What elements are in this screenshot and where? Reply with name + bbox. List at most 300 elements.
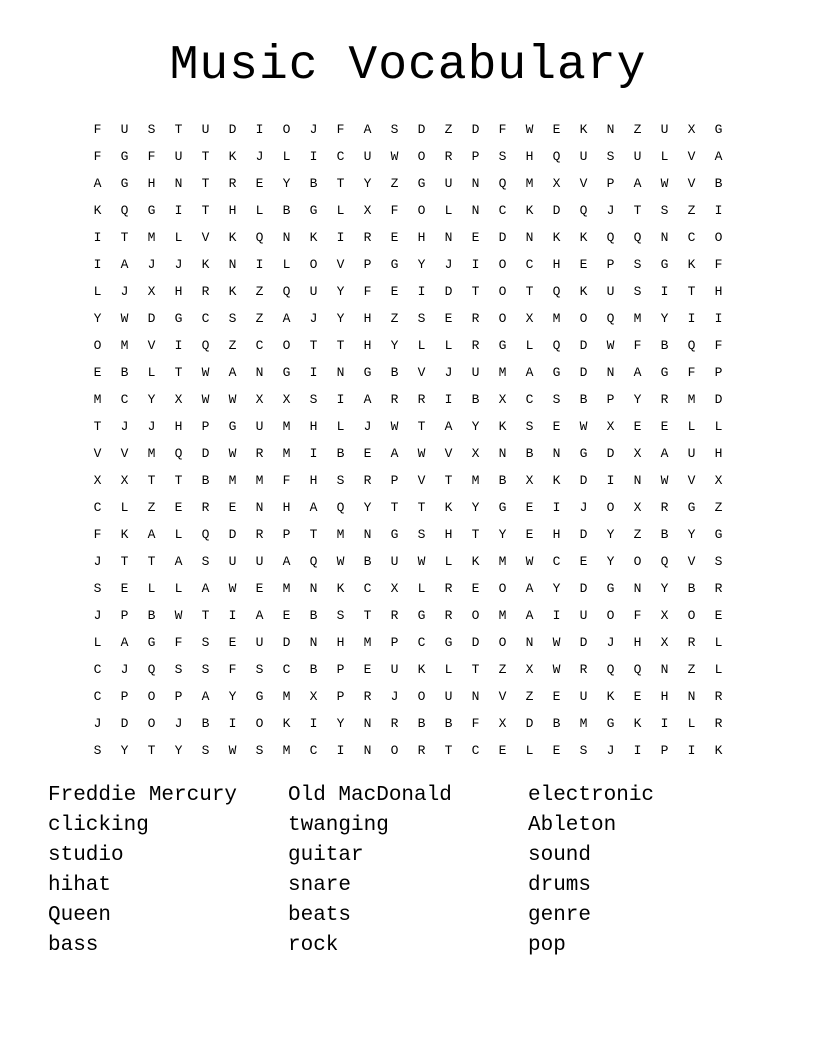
grid-letter: H	[336, 635, 345, 650]
grid-letter: S	[525, 419, 534, 434]
grid-letter: J	[606, 743, 615, 758]
grid-letter: T	[444, 473, 453, 488]
grid-letter: L	[444, 662, 453, 677]
grid-letter: N	[309, 635, 318, 650]
grid-letter: S	[93, 581, 102, 596]
grid-letter: G	[606, 581, 615, 596]
grid-letter: M	[282, 446, 291, 461]
grid-letter: V	[417, 473, 426, 488]
grid-letter: C	[93, 689, 102, 704]
grid-letter: O	[309, 257, 318, 272]
grid-letter: H	[147, 176, 156, 191]
grid-letter: O	[471, 608, 480, 623]
grid-letter: T	[633, 203, 642, 218]
grid-letter: G	[660, 257, 669, 272]
grid-letter: O	[93, 338, 102, 353]
grid-letter: T	[120, 230, 129, 245]
grid-letter: Q	[174, 446, 183, 461]
grid-letter: B	[201, 473, 210, 488]
grid-letter: P	[336, 689, 345, 704]
grid-letter: V	[687, 473, 696, 488]
grid-letter: B	[444, 716, 453, 731]
grid-letter: O	[498, 311, 507, 326]
grid-letter: S	[714, 554, 723, 569]
grid-letter: X	[606, 419, 615, 434]
grid-letter: G	[714, 527, 723, 542]
grid-letter: Y	[606, 527, 615, 542]
word-list-item: Ableton	[528, 814, 617, 837]
grid-letter: B	[309, 662, 318, 677]
grid-letter: B	[714, 176, 723, 191]
grid-letter: V	[336, 257, 345, 272]
grid-letter: R	[363, 230, 372, 245]
grid-letter: C	[552, 554, 561, 569]
grid-letter: M	[471, 473, 480, 488]
grid-letter: Y	[336, 716, 345, 731]
grid-letter: E	[174, 500, 183, 515]
grid-letter: Q	[282, 284, 291, 299]
grid-letter: I	[714, 311, 723, 326]
grid-letter: W	[336, 554, 345, 569]
grid-letter: N	[525, 230, 534, 245]
grid-letter: Y	[282, 176, 291, 191]
grid-letter: R	[390, 716, 399, 731]
grid-letter: M	[282, 689, 291, 704]
page-title: Music Vocabulary	[169, 39, 647, 93]
grid-letter: L	[93, 635, 102, 650]
grid-letter: Y	[471, 500, 480, 515]
grid-letter: N	[606, 122, 615, 137]
grid-letter: E	[282, 608, 291, 623]
grid-letter: X	[660, 608, 669, 623]
grid-letter: E	[228, 635, 237, 650]
word-list-item: beats	[288, 904, 352, 927]
word-list-item: electronic	[528, 784, 655, 807]
grid-letter: S	[255, 662, 264, 677]
grid-letter: R	[444, 608, 453, 623]
grid-letter: V	[687, 149, 696, 164]
grid-letter: D	[579, 527, 588, 542]
grid-letter: R	[444, 149, 453, 164]
grid-letter: E	[390, 230, 399, 245]
grid-letter: K	[525, 203, 534, 218]
word-list-item: bass	[48, 934, 99, 957]
grid-letter: W	[660, 473, 669, 488]
grid-letter: T	[174, 473, 183, 488]
grid-letter: L	[714, 635, 723, 650]
grid-letter: R	[417, 392, 426, 407]
grid-letter: C	[282, 662, 291, 677]
grid-letter: P	[201, 419, 210, 434]
grid-letter: V	[498, 689, 507, 704]
grid-letter: S	[552, 392, 561, 407]
grid-letter: Z	[228, 338, 237, 353]
grid-letter: E	[363, 446, 372, 461]
grid-letter: S	[255, 743, 264, 758]
grid-letter: L	[336, 203, 345, 218]
grid-letter: E	[255, 581, 264, 596]
grid-letter: L	[120, 500, 129, 515]
grid-letter: K	[552, 230, 561, 245]
grid-letter: X	[363, 203, 372, 218]
word-list-item: studio	[48, 844, 124, 867]
grid-letter: W	[417, 446, 426, 461]
grid-letter: A	[525, 365, 534, 380]
grid-letter: N	[363, 743, 372, 758]
grid-letter: S	[174, 662, 183, 677]
grid-letter: H	[552, 257, 561, 272]
grid-letter: I	[606, 473, 615, 488]
grid-letter: V	[147, 338, 156, 353]
grid-letter: R	[201, 284, 210, 299]
grid-letter: M	[579, 716, 588, 731]
grid-letter: A	[363, 122, 372, 137]
grid-letter: S	[336, 473, 345, 488]
grid-letter: S	[228, 311, 237, 326]
grid-letter: O	[417, 149, 426, 164]
grid-letter: T	[201, 149, 210, 164]
grid-letter: L	[282, 149, 291, 164]
grid-letter: W	[201, 365, 210, 380]
grid-letter: E	[498, 743, 507, 758]
grid-letter: A	[525, 581, 534, 596]
grid-letter: L	[525, 338, 534, 353]
grid-letter: G	[687, 500, 696, 515]
grid-letter: I	[174, 338, 183, 353]
grid-letter: O	[498, 635, 507, 650]
grid-letter: R	[201, 500, 210, 515]
grid-letter: D	[201, 446, 210, 461]
grid-letter: L	[174, 581, 183, 596]
grid-letter: I	[309, 365, 318, 380]
grid-letter: A	[282, 311, 291, 326]
grid-letter: P	[120, 689, 129, 704]
word-list-item: genre	[528, 904, 592, 927]
grid-letter: R	[714, 716, 723, 731]
grid-letter: D	[282, 635, 291, 650]
grid-letter: J	[606, 635, 615, 650]
grid-letter: M	[525, 176, 534, 191]
word-list-item: pop	[528, 934, 566, 957]
grid-letter: D	[444, 284, 453, 299]
grid-letter: H	[714, 446, 723, 461]
grid-letter: W	[228, 581, 237, 596]
grid-letter: Z	[390, 311, 399, 326]
grid-letter: Q	[309, 554, 318, 569]
grid-letter: J	[147, 257, 156, 272]
grid-letter: X	[525, 311, 534, 326]
grid-letter: R	[390, 608, 399, 623]
grid-letter: P	[282, 527, 291, 542]
grid-letter: T	[201, 203, 210, 218]
grid-letter: V	[201, 230, 210, 245]
grid-letter: D	[498, 230, 507, 245]
grid-letter: A	[228, 365, 237, 380]
word-list-item: twanging	[288, 814, 389, 837]
grid-letter: R	[579, 662, 588, 677]
grid-letter: I	[309, 716, 318, 731]
grid-letter: R	[444, 581, 453, 596]
grid-letter: G	[174, 311, 183, 326]
grid-letter: I	[336, 230, 345, 245]
grid-letter: O	[147, 689, 156, 704]
grid-letter: U	[174, 149, 183, 164]
grid-letter: G	[147, 203, 156, 218]
grid-letter: V	[444, 446, 453, 461]
grid-letter: O	[417, 203, 426, 218]
grid-letter: C	[417, 635, 426, 650]
grid-letter: C	[525, 392, 534, 407]
grid-letter: S	[633, 284, 642, 299]
grid-letter: A	[282, 554, 291, 569]
grid-letter: Q	[336, 500, 345, 515]
grid-letter: L	[714, 419, 723, 434]
grid-letter: T	[147, 743, 156, 758]
grid-letter: N	[174, 176, 183, 191]
grid-letter: I	[687, 743, 696, 758]
grid-letter: D	[120, 716, 129, 731]
grid-letter: E	[714, 608, 723, 623]
grid-letter: I	[552, 608, 561, 623]
grid-letter: F	[633, 608, 642, 623]
grid-letter: K	[687, 257, 696, 272]
grid-letter: G	[309, 203, 318, 218]
grid-letter: Q	[633, 230, 642, 245]
grid-letter: M	[498, 608, 507, 623]
grid-letter: U	[471, 365, 480, 380]
grid-letter: O	[714, 230, 723, 245]
grid-letter: D	[606, 446, 615, 461]
grid-letter: N	[633, 581, 642, 596]
grid-letter: D	[147, 311, 156, 326]
grid-letter: M	[147, 446, 156, 461]
grid-letter: H	[633, 635, 642, 650]
word-list-item: hihat	[48, 874, 112, 897]
grid-letter: A	[309, 500, 318, 515]
grid-letter: G	[255, 689, 264, 704]
grid-letter: L	[147, 581, 156, 596]
grid-letter: W	[579, 419, 588, 434]
grid-letter: N	[660, 230, 669, 245]
grid-letter: E	[633, 689, 642, 704]
grid-letter: Y	[93, 311, 102, 326]
grid-letter: K	[201, 257, 210, 272]
grid-letter: Z	[444, 122, 453, 137]
grid-letter: B	[147, 608, 156, 623]
grid-letter: Y	[336, 311, 345, 326]
grid-letter: O	[498, 257, 507, 272]
grid-letter: L	[687, 716, 696, 731]
grid-letter: J	[309, 311, 318, 326]
grid-letter: P	[606, 176, 615, 191]
grid-letter: W	[201, 392, 210, 407]
grid-letter: F	[282, 473, 291, 488]
grid-letter: Y	[228, 689, 237, 704]
grid-letter: U	[633, 149, 642, 164]
grid-letter: T	[93, 419, 102, 434]
grid-letter: D	[228, 527, 237, 542]
grid-letter: F	[363, 284, 372, 299]
grid-letter: V	[120, 446, 129, 461]
grid-letter: N	[363, 716, 372, 731]
grid-letter: K	[606, 689, 615, 704]
grid-letter: O	[282, 338, 291, 353]
grid-letter: Y	[336, 284, 345, 299]
word-list-item: Freddie Mercury	[48, 784, 238, 807]
grid-letter: C	[336, 149, 345, 164]
grid-letter: S	[201, 554, 210, 569]
grid-letter: O	[633, 554, 642, 569]
grid-letter: F	[633, 338, 642, 353]
grid-letter: X	[660, 635, 669, 650]
grid-letter: A	[390, 446, 399, 461]
grid-letter: U	[255, 635, 264, 650]
grid-letter: I	[660, 284, 669, 299]
grid-letter: E	[471, 230, 480, 245]
grid-letter: N	[606, 365, 615, 380]
grid-letter: Y	[363, 500, 372, 515]
grid-letter: N	[552, 446, 561, 461]
grid-letter: X	[282, 392, 291, 407]
grid-letter: S	[660, 203, 669, 218]
word-list-item: clicking	[48, 814, 149, 837]
grid-letter: U	[390, 554, 399, 569]
grid-letter: Z	[633, 527, 642, 542]
grid-letter: T	[471, 662, 480, 677]
grid-letter: A	[120, 635, 129, 650]
grid-letter: Y	[687, 527, 696, 542]
grid-letter: N	[660, 662, 669, 677]
grid-letter: O	[417, 689, 426, 704]
grid-letter: E	[228, 500, 237, 515]
grid-letter: I	[552, 500, 561, 515]
grid-letter: E	[471, 581, 480, 596]
grid-letter: P	[336, 662, 345, 677]
grid-letter: P	[390, 635, 399, 650]
grid-letter: S	[606, 149, 615, 164]
grid-letter: J	[120, 419, 129, 434]
grid-letter: X	[498, 716, 507, 731]
grid-letter: H	[714, 284, 723, 299]
grid-letter: C	[363, 581, 372, 596]
grid-letter: E	[390, 284, 399, 299]
grid-letter: K	[282, 716, 291, 731]
grid-letter: C	[255, 338, 264, 353]
grid-letter: P	[363, 257, 372, 272]
grid-letter: D	[579, 338, 588, 353]
grid-letter: W	[660, 176, 669, 191]
grid-letter: I	[93, 257, 102, 272]
grid-letter: H	[282, 500, 291, 515]
grid-letter: A	[444, 419, 453, 434]
grid-letter: K	[93, 203, 102, 218]
grid-letter: E	[552, 122, 561, 137]
grid-letter: X	[552, 176, 561, 191]
grid-letter: X	[390, 581, 399, 596]
word-list-item: guitar	[288, 844, 364, 867]
grid-letter: Y	[363, 176, 372, 191]
grid-letter: T	[201, 176, 210, 191]
grid-letter: Q	[687, 338, 696, 353]
grid-letter: F	[498, 122, 507, 137]
grid-letter: B	[309, 608, 318, 623]
grid-letter: Y	[498, 527, 507, 542]
grid-letter: M	[228, 473, 237, 488]
grid-letter: H	[417, 230, 426, 245]
grid-letter: L	[174, 230, 183, 245]
grid-letter: U	[255, 554, 264, 569]
grid-letter: G	[120, 176, 129, 191]
grid-letter: S	[498, 149, 507, 164]
grid-letter: S	[201, 743, 210, 758]
grid-letter: F	[174, 635, 183, 650]
grid-letter: E	[552, 743, 561, 758]
grid-letter: S	[309, 392, 318, 407]
grid-letter: C	[93, 662, 102, 677]
grid-letter: S	[417, 527, 426, 542]
grid-letter: J	[606, 203, 615, 218]
grid-letter: U	[687, 446, 696, 461]
grid-letter: E	[444, 311, 453, 326]
grid-letter: K	[228, 284, 237, 299]
grid-letter: R	[660, 500, 669, 515]
grid-letter: A	[201, 581, 210, 596]
grid-letter: L	[282, 257, 291, 272]
grid-letter: M	[633, 311, 642, 326]
grid-letter: B	[390, 365, 399, 380]
grid-letter: A	[147, 527, 156, 542]
grid-letter: L	[687, 419, 696, 434]
grid-letter: B	[579, 392, 588, 407]
grid-letter: L	[444, 203, 453, 218]
grid-letter: U	[363, 149, 372, 164]
grid-letter: E	[525, 500, 534, 515]
grid-letter: Y	[660, 581, 669, 596]
grid-letter: O	[498, 581, 507, 596]
word-search-grid	[84, 116, 732, 764]
grid-letter: S	[417, 311, 426, 326]
grid-letter: K	[471, 554, 480, 569]
grid-letter: W	[228, 446, 237, 461]
grid-letter: Y	[390, 338, 399, 353]
grid-letter: O	[282, 122, 291, 137]
grid-letter: L	[147, 365, 156, 380]
grid-letter: W	[174, 608, 183, 623]
grid-letter: K	[336, 581, 345, 596]
grid-letter: W	[390, 149, 399, 164]
grid-letter: Q	[633, 662, 642, 677]
grid-letter: U	[606, 284, 615, 299]
grid-letter: T	[174, 365, 183, 380]
grid-letter: O	[606, 500, 615, 515]
grid-letter: Q	[552, 149, 561, 164]
grid-letter: X	[309, 689, 318, 704]
grid-letter: G	[606, 716, 615, 731]
grid-letter: K	[228, 230, 237, 245]
grid-letter: J	[147, 419, 156, 434]
grid-letter: J	[309, 122, 318, 137]
grid-letter: D	[417, 122, 426, 137]
grid-letter: L	[174, 527, 183, 542]
grid-letter: C	[525, 257, 534, 272]
grid-letter: N	[255, 500, 264, 515]
grid-letter: D	[579, 365, 588, 380]
grid-letter: U	[660, 122, 669, 137]
grid-letter: T	[417, 419, 426, 434]
grid-letter: M	[687, 392, 696, 407]
grid-letter: N	[633, 473, 642, 488]
grid-letter: A	[174, 554, 183, 569]
